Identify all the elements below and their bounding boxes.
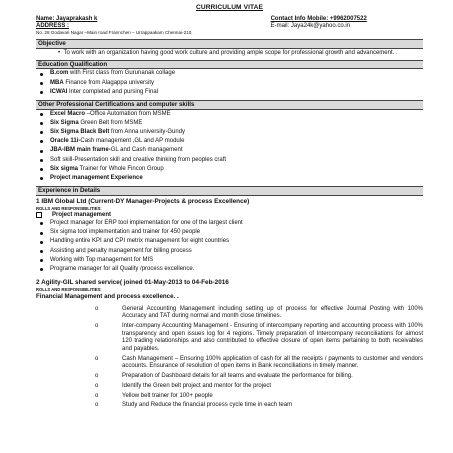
list-item: Six sigma tool implementation and trainer for 450 people xyxy=(36,228,423,237)
job2-list xyxy=(36,306,423,410)
list-item: Project manager for ERP tool implementation for one of the largest client xyxy=(36,219,423,228)
list-item: ICWAI Inter completed and pursing Final xyxy=(36,88,423,97)
objective-text: • To work with an organization having good work culture and providing ample scope for professional growth and advancement. . xyxy=(58,49,398,56)
address-label: ADDRESS : xyxy=(36,23,70,29)
name-address-block xyxy=(36,16,265,36)
list-item: o Study and Reduce the financial process cycle time in each team xyxy=(95,402,293,409)
circle-bullet-icon: o xyxy=(95,323,99,330)
circle-bullet-icon: o xyxy=(95,355,99,362)
contact-block xyxy=(265,16,423,36)
list-item: o Yellow belt trainer for 100+ people xyxy=(95,392,213,399)
section-experience: Experience in Details xyxy=(36,186,423,196)
contact-mobile: Contact Info Mobile: +9962007522 xyxy=(270,16,367,22)
section-education: Education Qualification xyxy=(36,60,423,70)
education-list xyxy=(36,69,423,97)
circle-bullet-icon: o xyxy=(95,382,99,389)
job2-roles-label: ROLLS AND RESPONSIBILITIES: xyxy=(36,287,102,293)
list-item: o Inter-company Accounting Management - Ensuring of intercompany reporting and accounting process with 100% transparency and open issues log for 4 regions. Timely preparation of Intercompany reconciliations for almost 120 trading relationships and also contributed to effective closure of open items pertaining to both receivables and payables. xyxy=(95,323,423,352)
candidate-name: Name: Jayaprakash k xyxy=(36,16,98,22)
section-certifications: Other Professional Certifications and computer skills xyxy=(36,100,423,110)
list-item: JBA-IBM main frame-GL and Cash management xyxy=(36,146,423,155)
list-item: Assisting and penalty management for billing process xyxy=(36,247,423,256)
list-item: Six Sigma Black Belt from Anna university-Gundy xyxy=(36,128,423,137)
document-title: CURRICULUM VITAE xyxy=(195,4,264,11)
list-item: o General Accounting Management including setting up of process for effective Journal Posting with 100% Accuracy and TAT during normal and month close timelines. xyxy=(95,305,423,320)
job2-subhead: Financial Management and process excellence. . xyxy=(36,292,179,300)
list-item: Oracle 11i-Cash management ,GL and AP module xyxy=(36,137,423,146)
list-item: Project management Experience xyxy=(36,174,423,183)
list-item: o Identify the Green belt project and mentor for the project xyxy=(95,382,272,389)
list-item: Soft skill-Presentation skill and creative thinking from peoples craft xyxy=(36,156,423,165)
list-item: Six sigma Trainer for Whole Fincon Group xyxy=(36,165,423,174)
list-item: Programe manager for all Quality /process excellence. xyxy=(36,265,423,274)
list-item: Six Sigma Green Belt from MSME xyxy=(36,119,423,128)
job1-list xyxy=(36,219,423,274)
section-objective: Objective xyxy=(36,39,423,49)
address-text: No. 28 Godavari Nagar –Main road Frannchen – Urrappaakam Chennai-210. xyxy=(36,30,193,35)
job1-subhead xyxy=(36,211,423,219)
list-item: MBA Finance from Alagappa university xyxy=(36,79,423,88)
list-item: Working with Top management for MIS xyxy=(36,256,423,265)
list-item: Excel Macro –Office Automation from MSME xyxy=(36,110,423,119)
objective-body: To work with an organization having good work culture and providing ample scope for professional growth and advancement. . xyxy=(63,49,398,56)
circle-bullet-icon: o xyxy=(95,372,99,379)
circle-bullet-icon: o xyxy=(95,305,99,312)
job1-subhead-text: Project management xyxy=(52,212,112,219)
list-item: Handling entire KPI and CPI metrix management for eight countries xyxy=(36,237,423,246)
job1-roles-label: ROLLS AND RESPONSIBILITIES: xyxy=(36,205,102,211)
job1-company: 1 IBM Global Ltd (Current-DY Manager-Projects & process Excellence) xyxy=(36,197,250,205)
contact-email: E-mail: Jaya24k@yahoo.co.in xyxy=(270,23,351,29)
list-item: o Preparation of Dashboard details for all teams and evaluate the performance for billing. xyxy=(95,372,353,379)
circle-bullet-icon: o xyxy=(95,402,99,409)
circle-bullet-icon: o xyxy=(95,392,99,399)
list-item: o Cash Management – Ensuring 100% application of cash for all the receipts / payments to customer and vendors accounts. Ensurance of resolution of open items in Bank reconciliations in timely manner. xyxy=(95,355,423,370)
skills-list xyxy=(36,110,423,184)
contact-header xyxy=(36,16,423,36)
list-item: B.com with First class from Gurunanak collage xyxy=(36,69,423,78)
job2-company: 2 Agility-GIL shared service( joined 01-May-2013 to 04-Feb-2016 xyxy=(36,279,229,287)
checkbox-icon xyxy=(36,212,42,218)
